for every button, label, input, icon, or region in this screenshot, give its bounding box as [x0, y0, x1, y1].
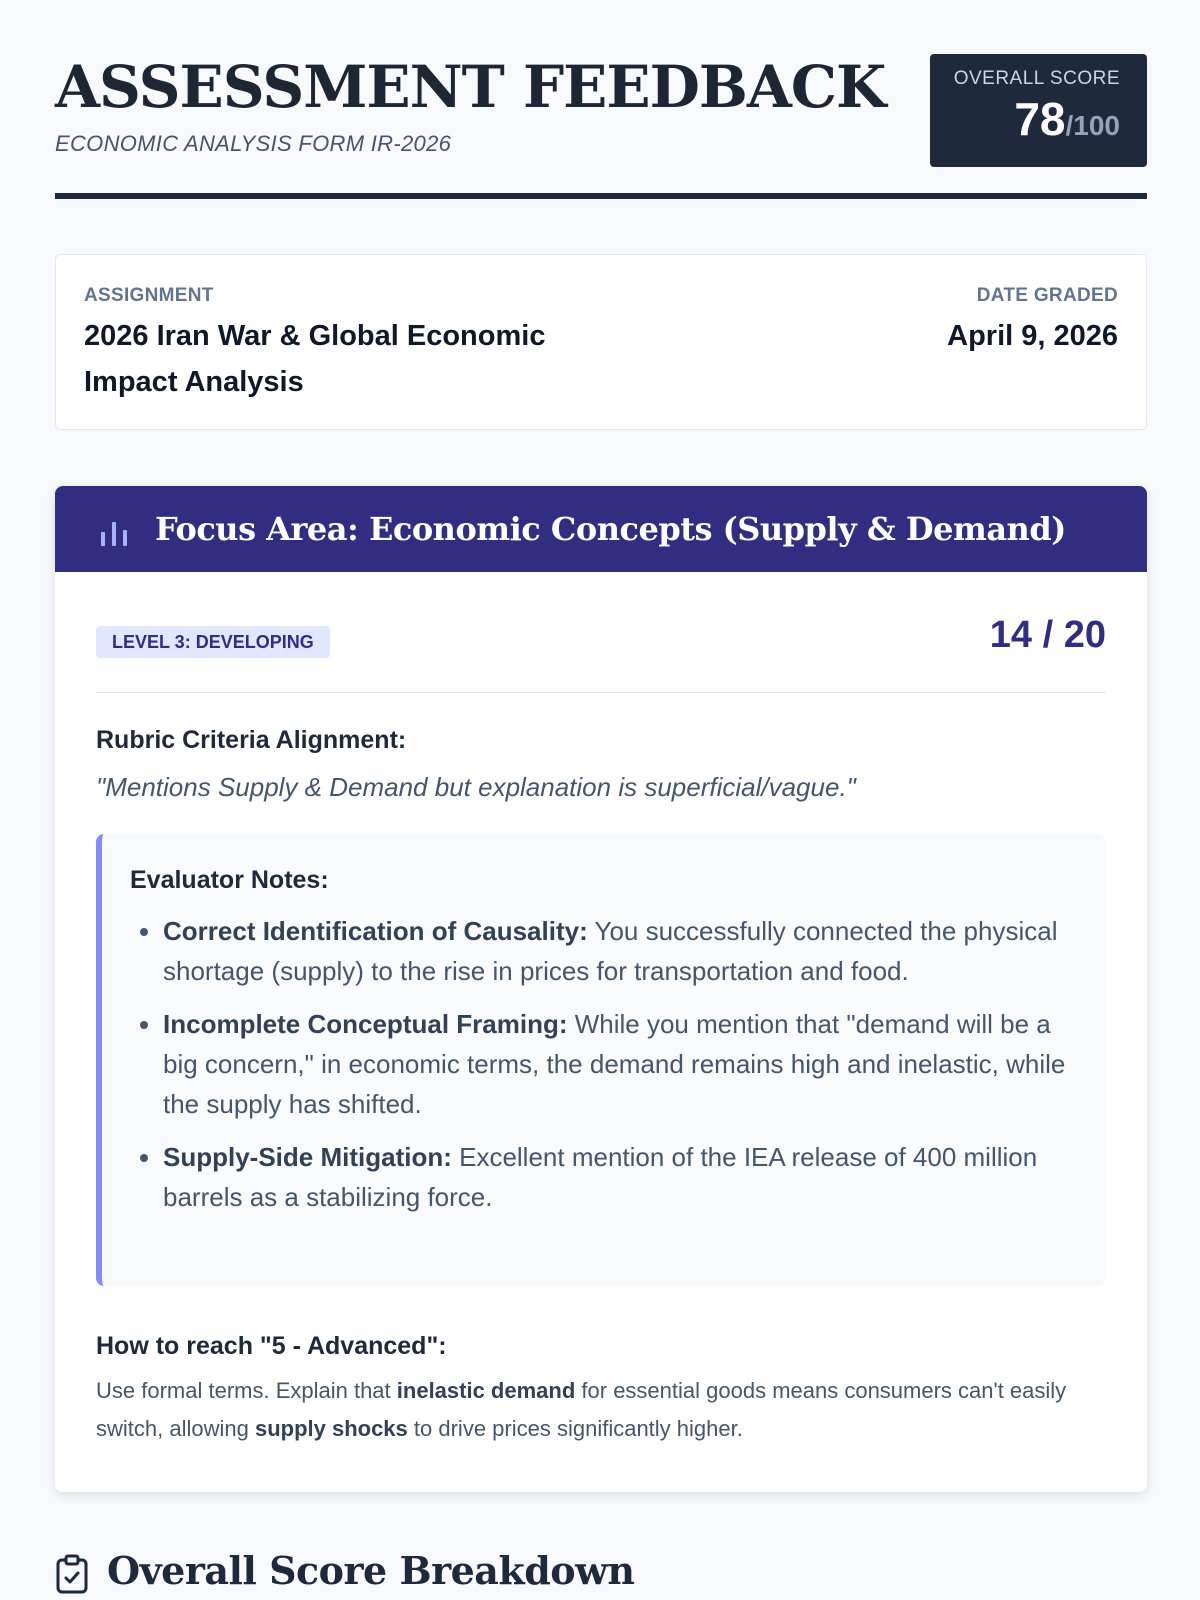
- advanced-guidance: [96, 1372, 1096, 1448]
- assignment-block: [84, 285, 644, 405]
- overall-score-label: OVERALL SCORE: [953, 68, 1120, 89]
- note-text: While you mention that "demand will be a big concern," in economic terms, the demand remains high and inelastic, while the supply has shifted.: [163, 1009, 1066, 1119]
- list-item: [163, 1137, 1066, 1217]
- list-item: [163, 911, 1066, 991]
- assignment-label: ASSIGNMENT: [84, 285, 214, 306]
- page-header: [55, 0, 1147, 200]
- date-graded-block: [947, 285, 1118, 359]
- note-term: Supply-Side Mitigation:: [163, 1142, 452, 1172]
- note-term: Incomplete Conceptual Framing:: [163, 1009, 568, 1039]
- evaluator-notes-list: [130, 911, 1066, 1217]
- bar-chart-icon: [99, 514, 131, 546]
- note-text: Excellent mention of the IEA release of 400 million barrels as a stabilizing force.: [163, 1142, 1038, 1212]
- advanced-text: to drive prices significantly higher.: [407, 1416, 743, 1441]
- advanced-text: for essential goods means consumers can't easily switch, allowing: [96, 1378, 1067, 1441]
- focus-area-card: [55, 486, 1147, 1492]
- evaluator-notes: [96, 834, 1106, 1286]
- advanced-term: inelastic demand: [396, 1378, 576, 1403]
- overall-score-number: 78: [1014, 93, 1066, 145]
- rubric-quote: "Mentions Supply & Demand but explanation is superficial/vague.": [96, 772, 856, 802]
- advanced-heading: How to reach "5 - Advanced":: [96, 1332, 447, 1360]
- header-divider: [55, 193, 1147, 199]
- assignment-title: 2026 Iran War & Global Economic Impact Analysis: [84, 320, 546, 398]
- focus-area-points: 14 / 20: [989, 614, 1106, 656]
- evaluator-notes-heading: Evaluator Notes:: [130, 866, 329, 894]
- overall-score-box: [930, 54, 1147, 167]
- rubric-heading: Rubric Criteria Alignment:: [96, 726, 407, 754]
- score-breakdown-title: Overall Score Breakdown: [107, 1548, 635, 1593]
- overall-score-value: [930, 93, 1120, 145]
- form-subtitle: ECONOMIC ANALYSIS FORM IR-2026: [55, 131, 452, 156]
- date-graded-label: DATE GRADED: [976, 285, 1118, 306]
- advanced-term: supply shocks: [254, 1416, 408, 1441]
- focus-area-title: Focus Area: Economic Concepts (Supply & Demand): [155, 510, 1066, 548]
- note-text: You successfully connected the physical shortage (supply) to the rise in prices for transportation and food.: [163, 916, 1058, 986]
- focus-area-header: [55, 486, 1147, 572]
- assessment-page: [55, 0, 1147, 1593]
- overall-score-max: /100: [1065, 110, 1120, 141]
- note-term: Correct Identification of Causality:: [163, 916, 588, 946]
- advanced-text: Use formal terms. Explain that: [96, 1378, 397, 1403]
- date-graded-value: April 9, 2026: [947, 320, 1118, 352]
- assignment-info-card: [55, 254, 1147, 430]
- clipboard-check-icon: [55, 1554, 89, 1594]
- list-item: [163, 1004, 1066, 1124]
- level-badge: LEVEL 3: DEVELOPING: [96, 626, 330, 658]
- page-title: ASSESSMENT FEEDBACK: [55, 53, 886, 121]
- section-divider: [96, 692, 1106, 693]
